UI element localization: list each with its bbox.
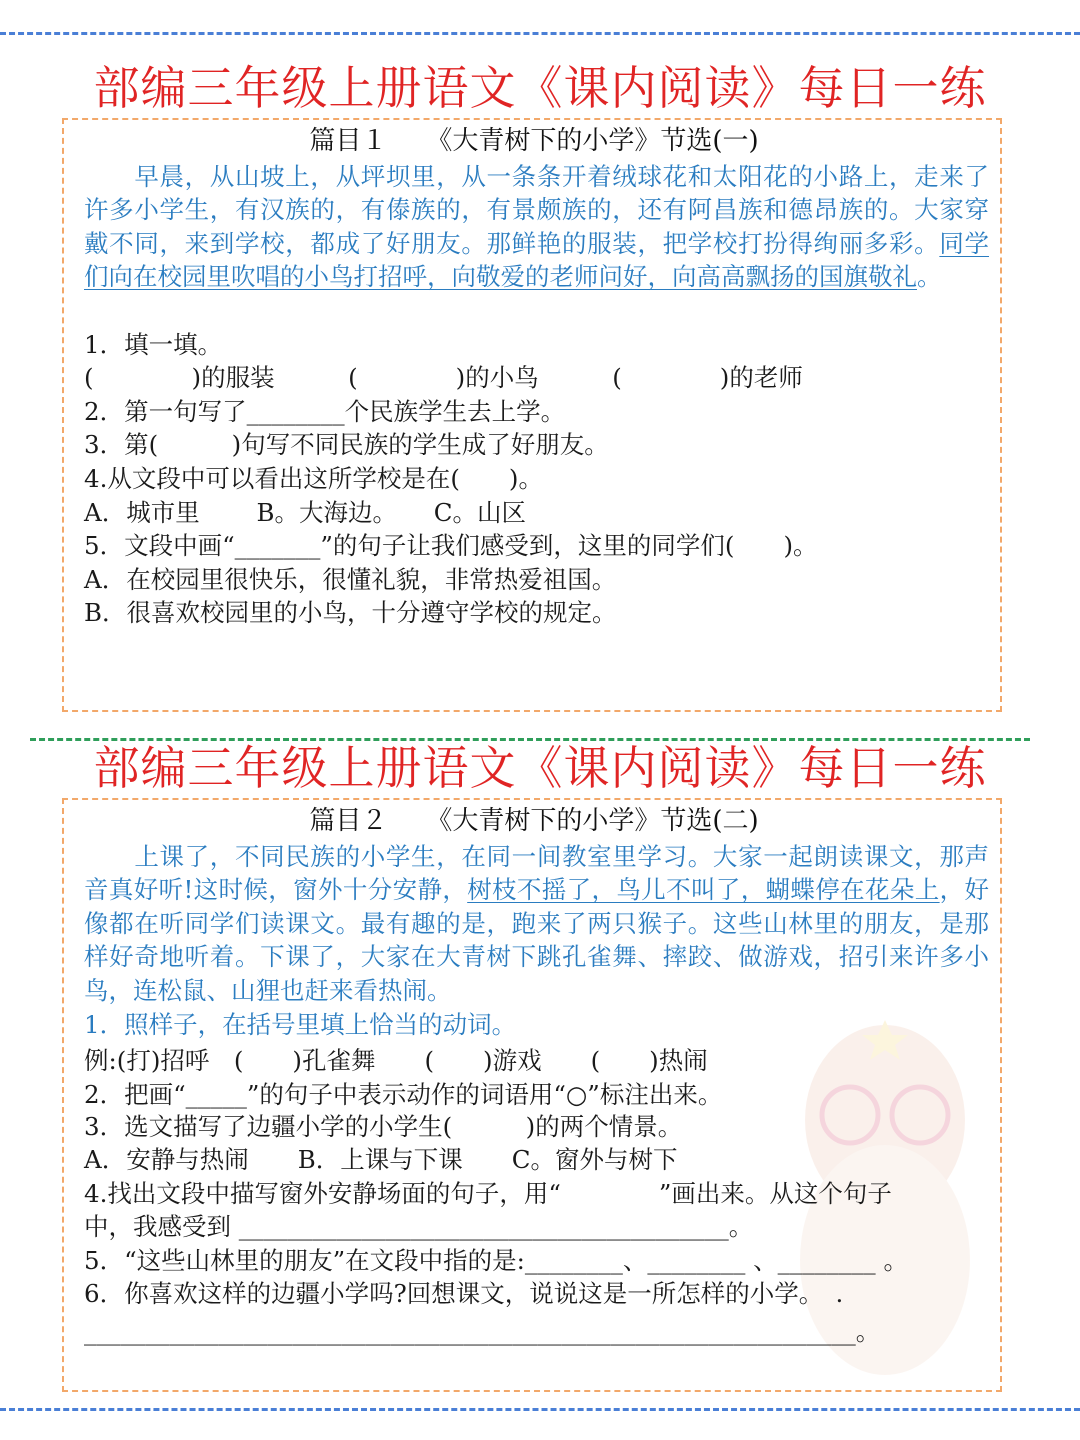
question-1-title: 1．照样子，在括号里填上恰当的动词。 — [84, 1010, 517, 1039]
question-1-blanks: ( )的服装 ( )的小鸟 ( )的老师 — [84, 363, 803, 392]
exercise-heading-1: 篇目１ 《大青树下的小学》节选(一) — [309, 126, 759, 156]
question-5-option-a: A．在校园里很快乐，很懂礼貌，非常热爱祖国。 — [84, 565, 617, 594]
question-5: 5．文段中画“_______”的句子让我们感受到，这里的同学们( )。 — [84, 531, 818, 560]
question-6: 6．你喜欢这样的边疆小学吗?回想课文，说说这是一所怎样的小学。 . — [84, 1279, 844, 1308]
exercise-heading-2: 篇目２ 《大青树下的小学》节选(二) — [309, 806, 759, 836]
bottom-divider — [0, 1408, 1080, 1411]
passage-text-part1: 上课了，不同民族的小学生，在同一间教室里学习。大家一起朗读课文，那声音真好听!这时候，窗外十分安静， — [84, 842, 989, 905]
sheet-title-1: 部编三年级上册语文《课内阅读》每日一练 — [93, 61, 987, 115]
question-2: 2．把画“_____”的句子中表示动作的词语用“○”标注出来。 — [84, 1080, 723, 1109]
sheet-title-2: 部编三年级上册语文《课内阅读》每日一练 — [93, 741, 987, 795]
question-4: 4.从文段中可以看出这所学校是在( )。 — [84, 464, 543, 493]
question-1-example: 例:(打)招呼 ( )孔雀舞 ( )游戏 ( )热闹 — [84, 1046, 708, 1075]
exercise-box-2 — [62, 798, 1002, 1392]
exercise-box-1 — [62, 118, 1002, 712]
passage-underlined-sentence: 同学们向在校园里吹唱的小鸟打招呼，向敬爱的老师问好，向高高飘扬的国旗敬礼 — [84, 228, 990, 292]
question-5-option-b: B．很喜欢校园里的小鸟，十分遵守学校的规定。 — [84, 598, 617, 627]
passage-text-part2: ，好像都在听同学们读课文。最有趣的是，跑来了两只猴子。这些山林里的朋友，是那样好奇地听着。下课了，大家在大青树下跳孔雀舞、摔跤、做游戏，招引来许多小鸟，连松鼠、山狸也赶来看热闹。 — [84, 875, 989, 1005]
question-3: 3．选文描写了边疆小学的小学生( )的两个情景。 — [84, 1112, 683, 1141]
passage-text: 早晨，从山坡上，从坪坝里，从一条条开着绒球花和太阳花的小路上，走来了许多小学生，有汉族的，有傣族的，有景颇族的，还有阿昌族和德昂族的。大家穿戴不同，来到学校，都成了好朋友。那鲜艳的服装，把学校打扮得绚丽多彩。 — [84, 162, 989, 258]
question-3: 3．第( )句写不同民族的学生成了好朋友。 — [84, 430, 609, 459]
question-4: 4.找出文段中描写窗外安静场面的句子，用“ ”画出来。从这个句子 — [84, 1179, 892, 1208]
reading-passage-1 — [84, 160, 989, 294]
question-2: 2．第一句写了________个民族学生去上学。 — [84, 397, 566, 426]
question-4-answer: 中，我感受到 ________________________________________。 — [84, 1212, 754, 1241]
question-5: 5．“这些山林里的朋友”在文段中指的是:________、________ 、________ 。 — [84, 1246, 908, 1275]
reading-passage-2 — [84, 840, 989, 1007]
question-3-options: A．安静与热闹 B．上课与下课 C。窗外与树下 — [84, 1145, 678, 1174]
passage-underlined-sentence: 树枝不摇了，鸟儿不叫了，蝴蝶停在花朵上 — [467, 875, 940, 905]
top-divider — [0, 32, 1080, 35]
question-6-answer-line: _______________________________________________________________。 — [84, 1317, 881, 1346]
question-4-options: A．城市里 B。大海边。 C。山区 — [84, 498, 526, 527]
passage-end: 。 — [917, 262, 942, 292]
question-1-title: 1．填一填。 — [84, 330, 223, 359]
